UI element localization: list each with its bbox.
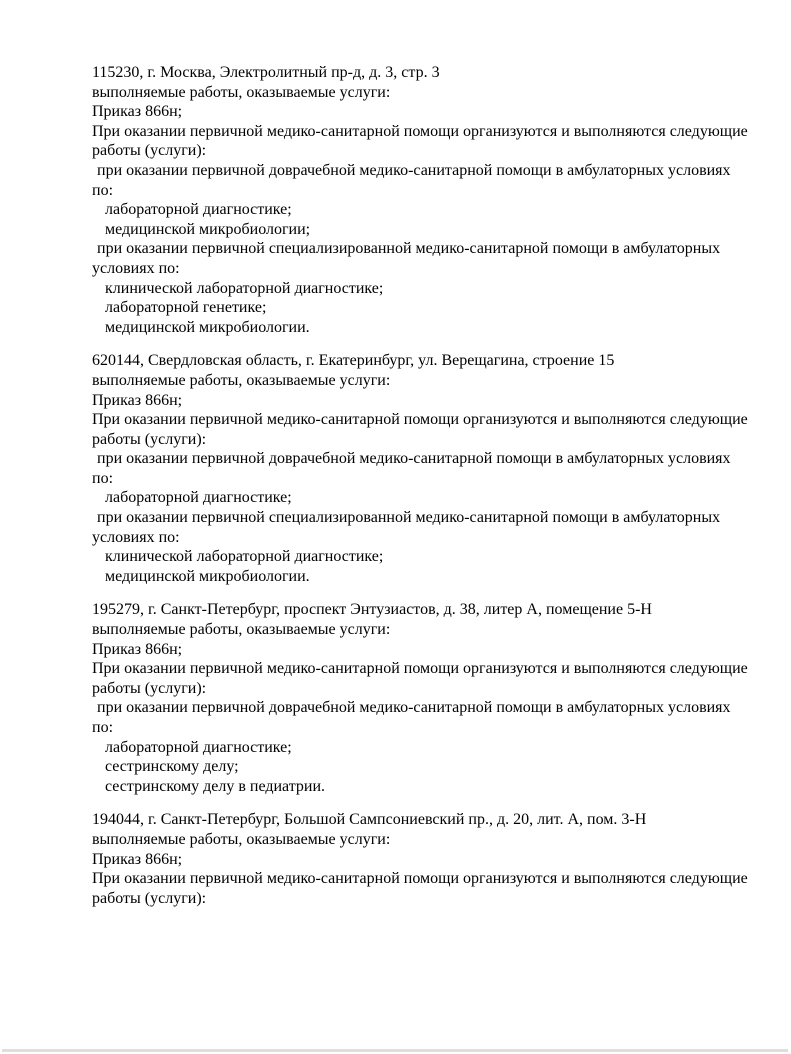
- subsection-line: при оказании первичной доврачебной медико-санитарной помощи в амбулаторных условиях: [97, 161, 731, 179]
- license-address-section: [92, 63, 791, 337]
- service-item: сестринскому делу в педиатрии.: [105, 777, 326, 795]
- continuation-line: работы (услуги):: [92, 679, 207, 697]
- intro-line: При оказании первичной медико-санитарной помощи организуются и выполняются следующие: [92, 122, 748, 140]
- service-item: лабораторной диагностике;: [105, 738, 292, 756]
- service-item: сестринскому делу;: [105, 758, 239, 776]
- order-line: Приказ 866н;: [92, 103, 183, 121]
- service-item: медицинской микробиологии;: [105, 220, 311, 238]
- license-address-section: [92, 351, 791, 586]
- subsection-line: при оказании первичной специализированной медико-санитарной помощи в амбулаторных: [97, 509, 721, 527]
- address-line: 620144, Свердловская область, г. Екатеринбург, ул. Верещагина, строение 15: [92, 352, 615, 370]
- service-item: лабораторной генетике;: [105, 299, 267, 317]
- works-label-line: выполняемые работы, оказываемые услуги:: [92, 621, 391, 639]
- address-line: 115230, г. Москва, Электролитный пр-д, д. 3, стр. 3: [92, 64, 440, 81]
- order-line: Приказ 866н;: [92, 850, 183, 868]
- subsection-line: при оказании первичной доврачебной медико-санитарной помощи в амбулаторных условиях: [97, 699, 731, 717]
- continuation-line: по:: [92, 469, 114, 487]
- continuation-line: по:: [92, 719, 114, 736]
- continuation-line: условиях по:: [92, 259, 180, 277]
- continuation-line: работы (услуги):: [92, 889, 207, 907]
- service-item: лабораторной диагностике;: [105, 489, 292, 507]
- intro-line: При оказании первичной медико-санитарной помощи организуются и выполняются следующие: [92, 660, 748, 678]
- service-item: медицинской микробиологии.: [105, 567, 310, 585]
- service-item: лабораторной диагностике;: [105, 201, 292, 219]
- address-line: 194044, г. Санкт-Петербург, Большой Сампсониевский пр., д. 20, лит. А, пом. 3-Н: [92, 811, 647, 829]
- works-label-line: выполняемые работы, оказываемые услуги:: [92, 371, 391, 389]
- license-address-section: [92, 810, 791, 908]
- continuation-line: работы (услуги):: [92, 430, 207, 448]
- intro-line: При оказании первичной медико-санитарной помощи организуются и выполняются следующие: [92, 870, 748, 888]
- works-label-line: выполняемые работы, оказываемые услуги:: [92, 83, 391, 101]
- address-line: 195279, г. Санкт-Петербург, проспект Энтузиастов, д. 38, литер А, помещение 5-Н: [92, 601, 652, 619]
- service-item: медицинской микробиологии.: [105, 318, 310, 336]
- horizontal-scrollbar-thumb[interactable]: [2, 1049, 788, 1052]
- service-item: клинической лабораторной диагностике;: [105, 548, 384, 566]
- order-line: Приказ 866н;: [92, 640, 183, 658]
- continuation-line: работы (услуги):: [92, 142, 207, 160]
- subsection-line: при оказании первичной специализированной медико-санитарной помощи в амбулаторных: [97, 240, 721, 258]
- works-label-line: выполняемые работы, оказываемые услуги:: [92, 830, 391, 848]
- order-line: Приказ 866н;: [92, 391, 183, 409]
- subsection-line: при оказании первичной доврачебной медико-санитарной помощи в амбулаторных условиях: [97, 450, 731, 468]
- service-item: клинической лабораторной диагностике;: [105, 279, 384, 297]
- license-address-section: [92, 600, 791, 796]
- continuation-line: условиях по:: [92, 528, 180, 546]
- intro-line: При оказании первичной медико-санитарной помощи организуются и выполняются следующие: [92, 411, 748, 429]
- continuation-line: по:: [92, 181, 114, 199]
